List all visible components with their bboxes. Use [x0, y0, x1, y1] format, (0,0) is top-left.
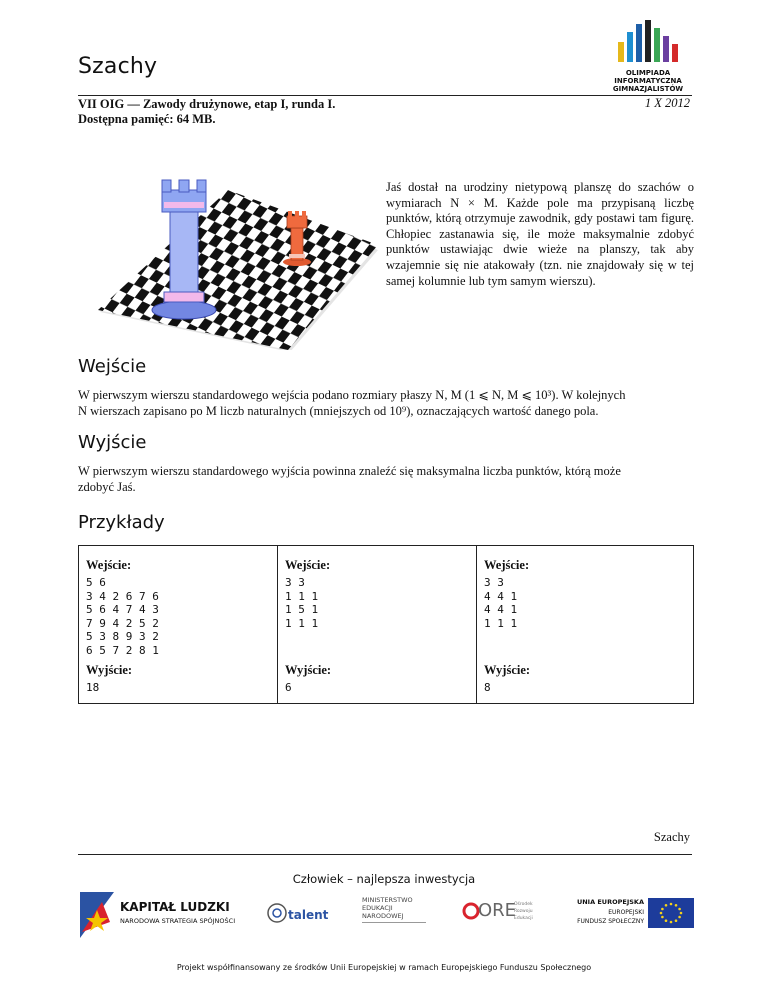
example-output: 8 [484, 681, 491, 694]
example-output: 6 [285, 681, 292, 694]
contest-info: VII OIG — Zawody drużynowe, etap I, runda I. [78, 97, 336, 111]
example-input-label: Wejście: [484, 558, 530, 572]
story-text: Jaś dostał na urodziny nietypową planszę do szachów o wymiarach N × M. Każde pole ma przypisaną liczbę punktów, którą otrzymuje zawodnik, gdy postawi tam figurę. Chłopiec zastanawia się, ile może maksymalnie zdobyć punktów ustawiając dwie wieże na planszy, tak aby wzajemnie się nie atakowały (tzn. nie znajdowały się w tej samej kolumnie lub tym samym wierszu). [386, 180, 694, 288]
ministry-underline [362, 922, 426, 923]
ministry-line-2: EDUKACJI [362, 904, 393, 912]
memory-limit: Dostępna pamięć: 64 MB. [78, 112, 216, 126]
output-line-1: W pierwszym wierszu standardowego wyjścia powinna znaleźć się maksymalna liczba punktów, którą może [78, 464, 621, 478]
talent-text: talent [288, 908, 329, 922]
talent-logo [266, 900, 336, 928]
input-heading: Wejście [78, 356, 147, 377]
example-output: 18 [86, 681, 100, 694]
output-heading: Wyjście [78, 432, 147, 453]
output-line-2: zdobyć Jaś. [78, 479, 136, 494]
logo-line-3: GIMNAZJALISTÓW [612, 85, 684, 93]
ministry-logo [362, 896, 442, 930]
ore-subtext [514, 901, 533, 922]
example-input-label: Wejście: [285, 558, 331, 572]
talent-icon [266, 902, 288, 924]
input-description [78, 388, 692, 419]
eu-sub-2: FUNDUSZ SPOŁECZNY [577, 918, 644, 925]
kapital-ludzki-logo [80, 892, 250, 940]
example-input: 3 3 1 1 1 1 5 1 1 1 1 [285, 576, 319, 630]
eu-flag-icon [648, 898, 694, 928]
eu-sub-1: EUROPEJSKI [608, 909, 644, 916]
eu-logo [566, 898, 694, 932]
logo-bars-icon [600, 20, 696, 62]
example-input: 3 3 4 4 1 4 4 1 1 1 1 [484, 576, 518, 630]
kapital-title: KAPITAŁ LUDZKI [120, 900, 230, 914]
kapital-ludzki-icon [80, 892, 114, 938]
header-rule [78, 95, 692, 96]
footer-rule [78, 854, 692, 855]
input-line-2: N wierszach zapisano po M liczb naturalnych (mniejszych od 10⁹), oznaczających wartość danego pola. [78, 403, 599, 418]
kapital-subtitle: NARODOWA STRATEGIA SPÓJNOŚCI [120, 917, 236, 925]
examples-table [78, 545, 694, 704]
input-line-1: W pierwszym wierszu standardowego wejścia podano rozmiary płaszy N, M (1 ⩽ N, M ⩽ 10³). W kolejnych [78, 388, 626, 402]
example-output-label: Wyjście: [484, 663, 531, 677]
ministry-line-3: NARODOWEJ [362, 912, 404, 920]
example-input-label: Wejście: [86, 558, 132, 572]
footer-page-name: Szachy [653, 830, 690, 844]
examples-heading: Przykłady [78, 512, 165, 533]
output-description [78, 464, 692, 495]
example-output-label: Wyjście: [285, 663, 332, 677]
example-input: 5 6 3 4 2 6 7 6 5 6 4 7 4 3 7 9 4 2 5 2 5 3 8 9 3 2 6 5 7 2 8 1 [86, 576, 159, 657]
example-2 [277, 546, 475, 703]
logo-line-2: INFORMATYCZNA [614, 77, 682, 85]
page-title: Szachy [78, 54, 158, 79]
logo-line-1: OLIMPIADA [625, 69, 671, 77]
contest-date: 1 X 2012 [644, 96, 690, 110]
olympiad-logo [600, 20, 696, 94]
eu-title: UNIA EUROPEJSKA [576, 898, 644, 906]
example-1 [79, 546, 276, 703]
ore-logo [462, 898, 532, 928]
ore-text: ORE [478, 900, 517, 921]
chessboard-illustration [78, 150, 378, 350]
example-3 [476, 546, 674, 703]
footer-slogan: Człowiek – najlepsza inwestycja [292, 872, 476, 886]
example-output-label: Wyjście: [86, 663, 133, 677]
project-note: Projekt współfinansowany ze środków Unii Europejskiej w ramach Europejskiego Funduszu Społecznego [176, 963, 592, 972]
ministry-line-1: MINISTERSTWO [362, 896, 413, 904]
ore-sub-3: Edukacji [514, 916, 533, 921]
ore-sub-1: Ośrodek [514, 902, 533, 907]
ore-sub-2: Rozwoju [514, 909, 533, 914]
